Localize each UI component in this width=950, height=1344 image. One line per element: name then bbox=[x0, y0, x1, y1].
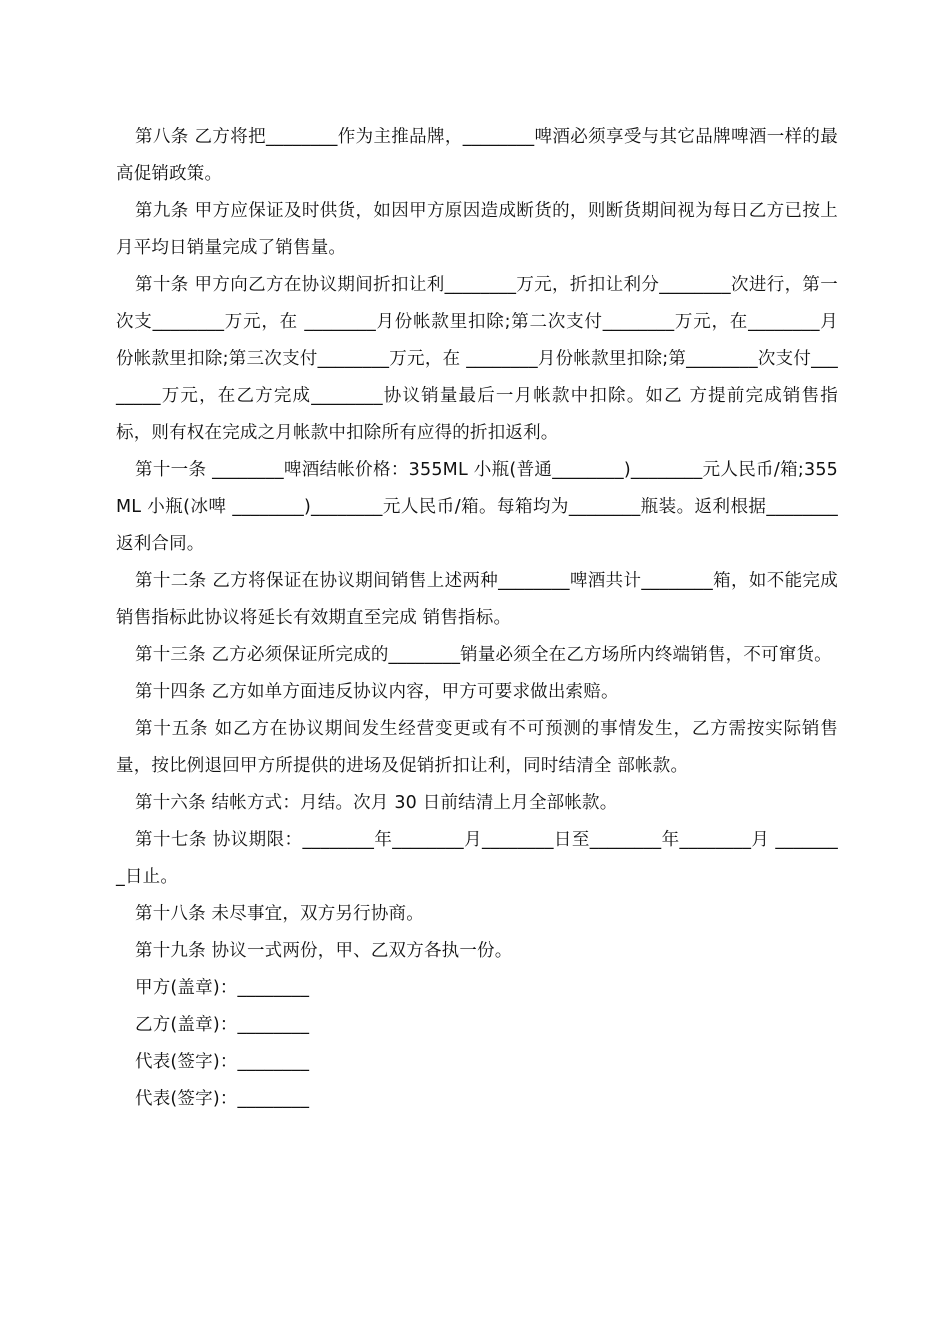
article-17: 第十七条 协议期限：________年________月________日至________年________月 ________日止。 bbox=[116, 830, 838, 887]
article-8: 第八条 乙方将把________作为主推品牌，________啤酒必须享受与其它品牌啤酒一样的最高促销政策。 bbox=[116, 127, 838, 184]
article-11: 第十一条 ________啤酒结帐价格：355ML 小瓶(普通________)________元人民币/箱;355ML 小瓶(冰啤 ________)________元人民币/箱。每箱均为________瓶装。返利根据________返利合同。 bbox=[116, 460, 838, 554]
article-18: 第十八条 未尽事宜，双方另行协商。 bbox=[135, 904, 424, 924]
representative-signature-line: 代表(签字)：________ bbox=[135, 1089, 310, 1109]
article-10: 第十条 甲方向乙方在协议期间折扣让利________万元，折扣让利分________次进行，第一次支________万元，在 ________月份帐款里扣除;第二次支付________万元，在________月份帐款里扣除;第三次支付________万元，在 ________月份帐款里扣除;第________次支付________万元，在乙方完成________协议销量最后一月帐款中扣除。如乙 方提前完成销售指标，则有权在完成之月帐款中扣除所有应得的折扣返利。 bbox=[116, 275, 838, 443]
party-b-seal-line: 乙方(盖章)：________ bbox=[135, 1015, 310, 1035]
representative-signature-line: 代表(签字)：________ bbox=[135, 1052, 310, 1072]
party-a-seal-line: 甲方(盖章)：________ bbox=[135, 978, 310, 998]
article-16: 第十六条 结帐方式：月结。次月 30 日前结清上月全部帐款。 bbox=[135, 793, 618, 813]
article-12: 第十二条 乙方将保证在协议期间销售上述两种________啤酒共计________箱，如不能完成销售指标此协议将延长有效期直至完成 销售指标。 bbox=[116, 571, 838, 628]
article-19: 第十九条 协议一式两份，甲、乙双方各执一份。 bbox=[135, 941, 513, 961]
article-13: 第十三条 乙方必须保证所完成的________销量必须全在乙方场所内终端销售，不可窜货。 bbox=[135, 645, 832, 665]
article-15: 第十五条 如乙方在协议期间发生经营变更或有不可预测的事情发生，乙方需按实际销售量，按比例退回甲方所提供的进场及促销折扣让利，同时结清全 部帐款。 bbox=[116, 719, 838, 776]
article-14: 第十四条 乙方如单方面违反协议内容，甲方可要求做出索赔。 bbox=[135, 682, 619, 702]
document-body bbox=[116, 119, 838, 1118]
article-9: 第九条 甲方应保证及时供货，如因甲方原因造成断货的，则断货期间视为每日乙方已按上月平均日销量完成了销售量。 bbox=[116, 201, 838, 258]
